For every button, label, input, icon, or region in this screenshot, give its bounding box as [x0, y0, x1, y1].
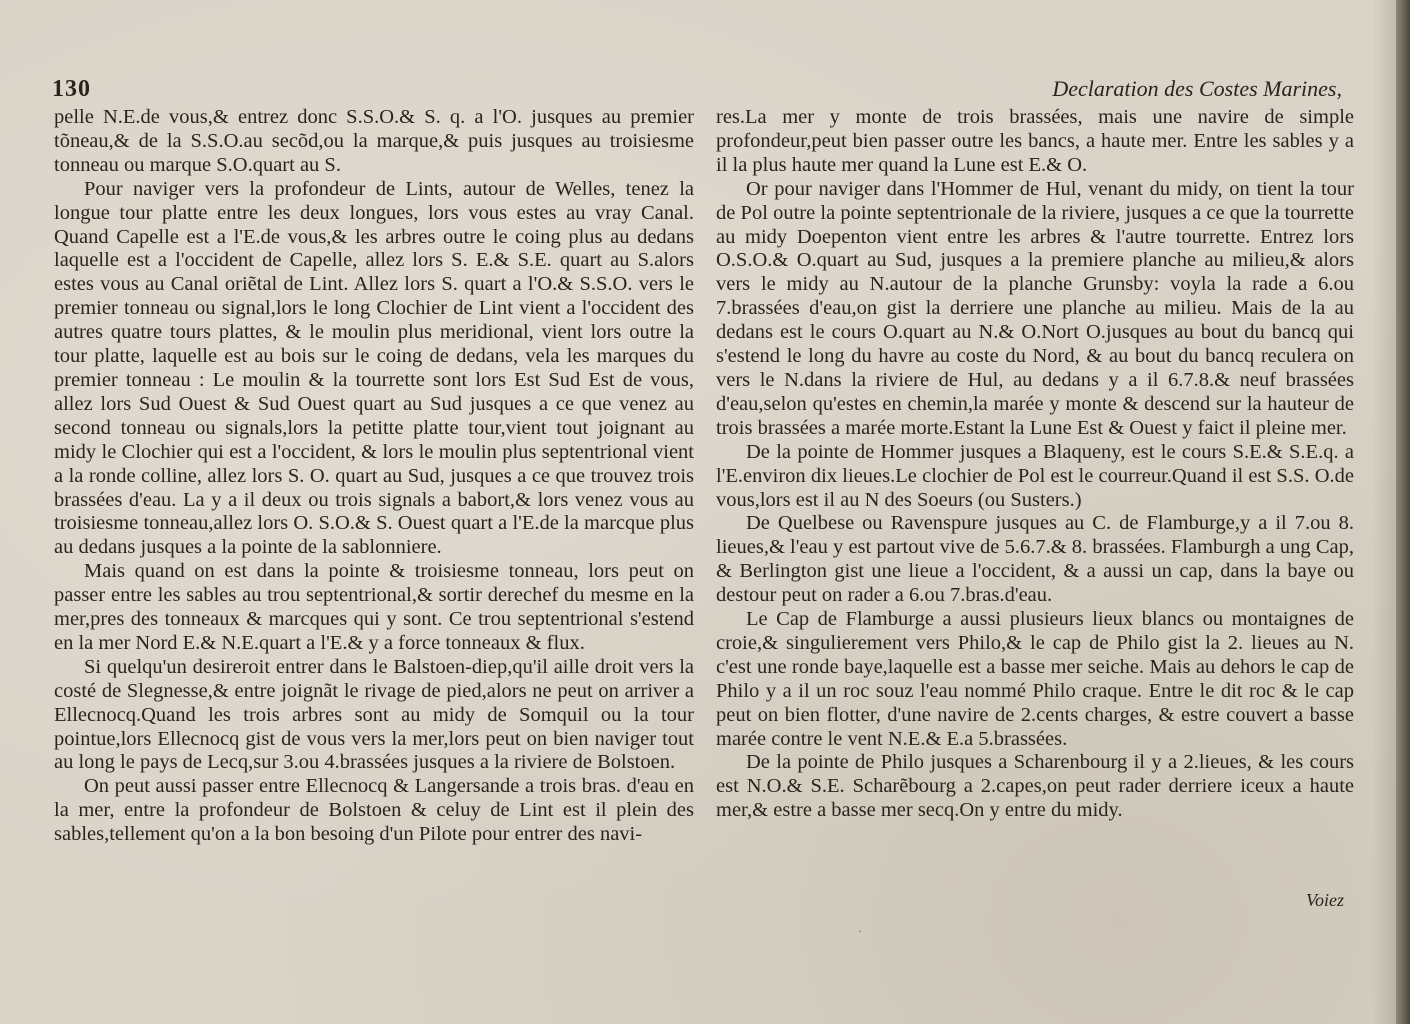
- paragraph: Si quelqu'un desireroit entrer dans le Balstoen-diep,qu'il aille droit vers la costé de Slegnesse,& entre joignãt le rivage de pied,alors ne peut on arriver a Ellecnocq.Quand les trois arbres sont au midy de Somquil ou la tour pointue,lors Ellecnocq gist de vous vers la mer,lors peut on bien naviger tout au long le pays de Lecq,sur 3.ou 4.brassées jusques a la riviere de Bolstoen.: [54, 655, 694, 774]
- page-number: 130: [52, 76, 91, 102]
- paragraph: De la pointe de Philo jusques a Scharenbourg il y a 2.lieues, & les cours est N.O.& S.E. Scharẽbourg a 2.capes,on peut rader derriere iceux a haute mer,& estre a basse mer secq.On y entre du midy.: [716, 751, 1354, 822]
- right-text-column: [716, 106, 1354, 823]
- paragraph: De la pointe de Hommer jusques a Blaqueny, est le cours S.E.& S.E.q. a l'E.environ dix lieues.Le clochier de Pol est le courreur.Quand il est S.S. O.de vous,lors est il au N des Soeurs (ou Susters.): [716, 440, 1354, 511]
- ink-speck: ·: [858, 924, 862, 938]
- catchword: Voiez: [1306, 890, 1344, 910]
- paragraph: Le Cap de Flamburge a aussi plusieurs lieux blancs ou montaignes de croie,& singulierement vers Philo,& le cap de Philo gist la 2. lieues au N. c'est une ronde baye,laquelle est a basse mer seiche. Mais au dehors le cap de Philo y a il un roc souz l'eau nommé Philo craque. Entre le dit roc & le cap peut on bien flotter, d'une navire de 2.cents charges, & estre couvert a basse marée contre le vent N.E.& E.a 5.brassées.: [716, 608, 1354, 750]
- page-header: [52, 76, 1342, 106]
- page-fold-shadow: [1372, 0, 1396, 1024]
- paragraph: Pour naviger vers la profondeur de Lints, autour de Welles, tenez la longue tour platte entre les deux longues, lors vous estes au vray Canal. Quand Capelle est a l'E.de vous,& les arbres outre le coing plus au dedans laquelle est a l'occident de Capelle, allez lors S. E.& S.E. quart au S.alors estes vous au Canal oriẽtal de Lint. Allez lors S. quart a l'O.& S.S.O. vers le premier tonneau ou signal,lors le long Clochier de Lint vient a l'occident des autres quatre tours plattes, & le moulin plus meridional, vient lors outre la tour platte, laquelle est au bois sur le coing de dedans, vela les marques du premier tonneau : Le moulin & la tourrette sont lors Est Sud Est de vous, allez lors Sud Ouest & Sud Ouest quart au Sud jusques a ce que venez au second tonneau ou signals,lors la petitte platte tour,vient tout joignant au midy le Clochier qui est a l'occident, & lors le moulin plus septentrional vient a la ronde colline, allez lors S. O. quart au Sud, jusques a ce que trouvez trois brassées d'eau. La y a il deux ou trois signals a babort,& lors venez vous au troisiesme tonneau,allez lors O. S.O.& S. Ouest quart a l'E.de la marcque plus au dedans jusques a la pointe de la sablonniere.: [54, 177, 694, 559]
- page-edge: [1396, 0, 1410, 1024]
- paragraph: pelle N.E.de vous,& entrez donc S.S.O.& S. q. a l'O. jusques au premier tõneau,& de la S.S.O.au secõd,ou la marque,& puis jusques au troisiesme tonneau ou marque S.O.quart au S.: [54, 106, 694, 176]
- paragraph: res.La mer y monte de trois brassées, mais une navire de simple profondeur,peut bien passer outre les bancs, a haute mer. Entre les sables y a il la plus haute mer quand la Lune est E.& O.: [716, 106, 1354, 176]
- paragraph: Or pour naviger dans l'Hommer de Hul, venant du midy, on tient la tour de Pol outre la pointe septentrionale de la riviere, jusques a ce que la tourrette au midy Doepenton vient entre les arbres & l'autre tourrette. Entrez lors O.S.O.& O.quart au Sud, jusques a la premiere planche au milieu,& alors vers le midy au N.autour de la planche Grunsby: voyla la rade a 6.ou 7.brassées d'eau,on gist la derriere une planche au milieu. Mais de la au dedans est le cours O.quart au N.& O.Nort O.jusques au bout du bancq qui s'estend le long du havre au coste du Nord, & au bout du bancq reculera on vers le N.dans la riviere de Hul, au dedans y a il 6.7.8.& neuf brassées d'eau,selon qu'estes en chemin,la marée y monte & descend sur la hauteur de trois brassées a marée morte.Estant la Lune Est & Ouest y faict il pleine mer.: [716, 177, 1354, 439]
- paragraph: Mais quand on est dans la pointe & troisiesme tonneau, lors peut on passer entre les sables au trou septentrional,& sortir derechef du mesme en la mer,pres des tonneaux & marcques qui y sont. Ce trou septentrional s'estend en la mer Nord E.& N.E.quart a l'E.& y a force tonneaux & flux.: [54, 560, 694, 654]
- running-title: Declaration des Costes Marines,: [1052, 76, 1342, 101]
- paragraph: On peut aussi passer entre Ellecnocq & Langersande a trois bras. d'eau en la mer, entre la profondeur de Bolstoen & celuy de Lint est il plein des sables,tellement qu'on a la bon besoing d'un Pilote pour entrer des navi-: [54, 775, 694, 846]
- left-text-column: [54, 106, 694, 847]
- paragraph: De Quelbese ou Ravenspure jusques au C. de Flamburge,y a il 7.ou 8. lieues,& l'eau y est partout vive de 5.6.7.& 8. brassées. Flamburgh a ung Cap, & Berlington gist une lieue a l'occident, & a aussi un cap, dans la baye ou destour peut on rader a 6.ou 7.bras.d'eau.: [716, 512, 1354, 607]
